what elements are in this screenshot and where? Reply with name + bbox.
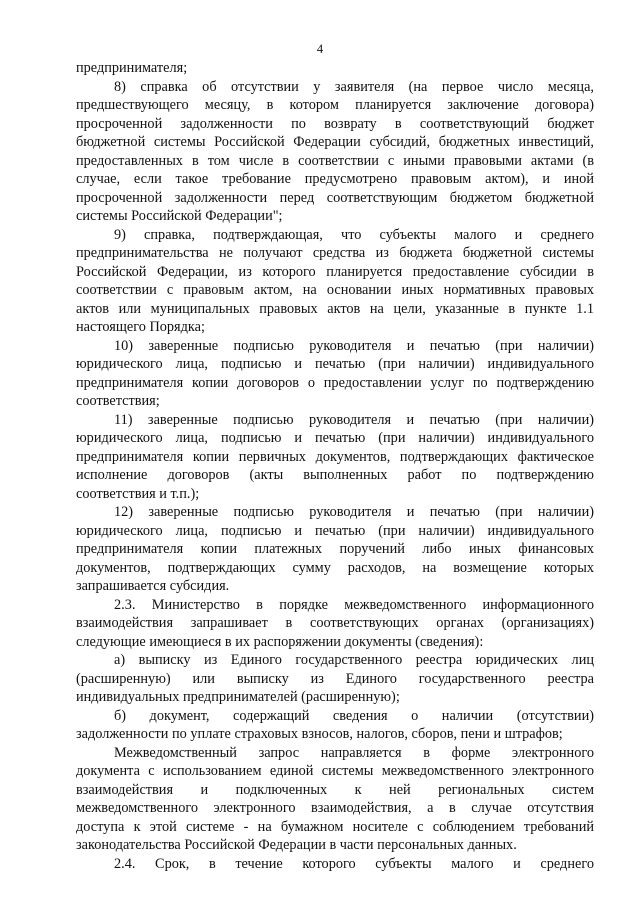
text-line: 2.4. Срок, в течение которого субъекты малого и среднего	[114, 855, 594, 872]
text-line: 11) заверенные подписью руководителя и печатью (при наличии)	[114, 411, 594, 428]
text-line: просроченной задолженности перед соответствующим бюджетом бюджетной	[76, 189, 594, 206]
text-line: законодательства Российской Федерации в части персональных данных.	[76, 837, 517, 853]
text-line: доступа к этой системе - на бумажном носителе с соблюдением требований	[76, 818, 594, 835]
text-line: предпринимателя;	[76, 60, 188, 76]
text-line: актов или муниципальных правовых актов на цели, указанные в пункте 1.1	[76, 300, 594, 317]
text-line: бюджетной системы Российской Федерации субсидий, бюджетных инвестиций,	[76, 134, 594, 150]
text-line: 9) справка, подтверждающая, что субъекты малого и среднего	[114, 226, 594, 243]
text-line: Российской Федерации, из которого планируется предоставление субсидии в	[76, 263, 594, 280]
text-line: а) выписку из Единого государственного реестра юридических лиц	[114, 652, 594, 668]
text-line: предпринимателя копии первичных документов, подтверждающих фактическое	[76, 448, 594, 465]
text-line: 2.3. Министерство в порядке межведомственного информационного	[114, 596, 594, 613]
text-line: случае, если такое требование предусмотрено правовым актом), и иной	[76, 171, 594, 187]
text-line: 12) заверенные подписью руководителя и печатью (при наличии)	[114, 504, 594, 520]
text-line: предшествующего месяцу, в котором планируется заключение договора)	[76, 97, 594, 113]
text-line: настоящего Порядка;	[76, 319, 205, 335]
text-line: индивидуальных предпринимателей (расширенную);	[76, 689, 400, 705]
text-line: Межведомственный запрос направляется в форме электронного	[114, 744, 594, 761]
text-line: взаимодействия и подключенных к ней региональных систем	[76, 781, 594, 798]
text-line: системы Российской Федерации";	[76, 208, 283, 224]
text-line: соответствия;	[76, 393, 160, 409]
text-line: соответствия и т.п.);	[76, 485, 200, 502]
text-line: запрашивается субсидия.	[76, 578, 230, 594]
text-line: юридического лица, подписью и печатью (при наличии) индивидуального	[76, 356, 594, 372]
document-body	[76, 59, 594, 873]
text-line: (расширенную) или выписку из Единого государственного реестра	[76, 670, 594, 687]
text-line: предпринимательства не получают средства из бюджета бюджетной системы	[76, 245, 594, 261]
text-line: следующие имеющиеся в их распоряжении документы (сведения):	[76, 633, 484, 650]
page-number: 4	[316, 42, 324, 56]
text-line: предоставленных в том числе в соответствии с иными правовыми актами (в	[76, 152, 594, 169]
text-line: б) документ, содержащий сведения о наличии (отсутствии)	[114, 707, 594, 724]
text-line: юридического лица, подписью и печатью (при наличии) индивидуального	[76, 522, 594, 539]
text-line: взаимодействия запрашивает в соответствующих органах (организациях)	[76, 615, 594, 631]
text-line: просроченной задолженности по возврату в соответствующий бюджет	[76, 115, 594, 132]
text-line: юридического лица, подписью и печатью (при наличии) индивидуального	[76, 430, 594, 446]
text-line: соответствии с правовым актом, на основании иных нормативных правовых	[76, 282, 594, 298]
text-line: предпринимателя копии платежных поручений либо иных финансовых	[76, 541, 594, 557]
text-line: 8) справка об отсутствии у заявителя (на первое число месяца,	[114, 78, 594, 95]
text-line: задолженности по уплате страховых взносов, налогов, сборов, пени и штрафов;	[76, 726, 563, 742]
text-line: 10) заверенные подписью руководителя и печатью (при наличии)	[114, 337, 594, 354]
text-line: документа с использованием единой системы межведомственного электронного	[76, 763, 594, 779]
text-line: межведомственного электронного взаимодействия, а в случае отсутствия	[76, 800, 594, 816]
text-line: исполнение договоров (акты выполненных работ по подтверждению	[76, 467, 594, 483]
text-line: документов, подтверждающих сумму расходов, на возмещение которых	[76, 559, 594, 576]
text-line: предпринимателя копии договоров о предоставлении услуг по подтверждению	[76, 374, 594, 391]
